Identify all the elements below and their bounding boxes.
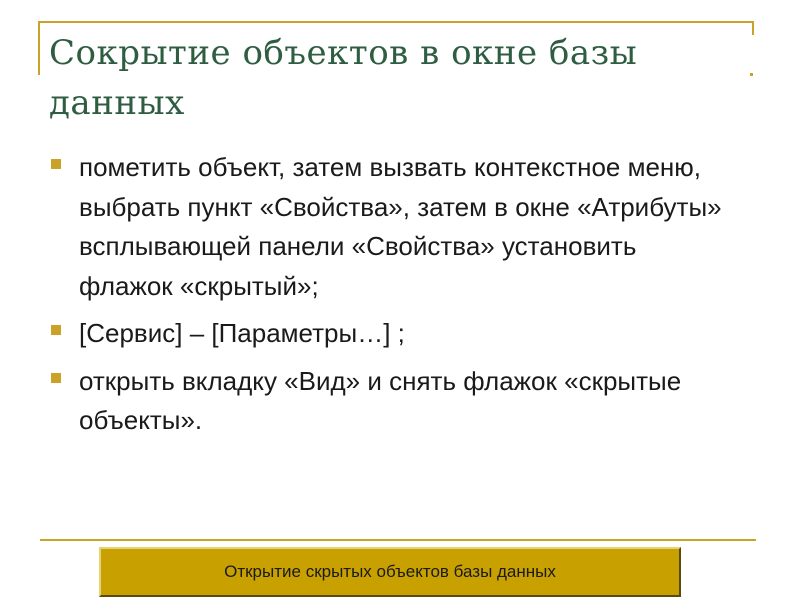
bottom-border-line	[40, 539, 756, 541]
square-bullet-icon	[51, 325, 61, 335]
top-left-border-tick	[38, 21, 40, 75]
bullet-item	[45, 362, 725, 441]
slide-title: Сокрытие объектов в окне базы данных	[49, 33, 638, 123]
bullet-item	[45, 148, 725, 306]
open-hidden-objects-link-button[interactable]: Открытие скрытых объектов базы данных	[99, 547, 681, 597]
square-bullet-icon	[51, 373, 61, 383]
bullet-item	[45, 314, 725, 354]
bullet-text: открыть вкладку «Вид» и снять флажок «скрытые объекты».	[79, 365, 682, 435]
right-border-dot	[750, 73, 753, 76]
bullet-text: [Сервис] – [Параметры…] ;	[79, 318, 405, 348]
top-right-border-tick	[752, 21, 754, 35]
bullet-text: пометить объект, затем вызвать контекстное меню, выбрать пункт «Свойства», затем в окне «Атрибуты» всплывающей панели «Свойства» установить флажок «скрытый»;	[79, 152, 722, 301]
top-border-line	[38, 21, 754, 23]
square-bullet-icon	[51, 159, 61, 169]
bullet-list	[45, 148, 725, 449]
